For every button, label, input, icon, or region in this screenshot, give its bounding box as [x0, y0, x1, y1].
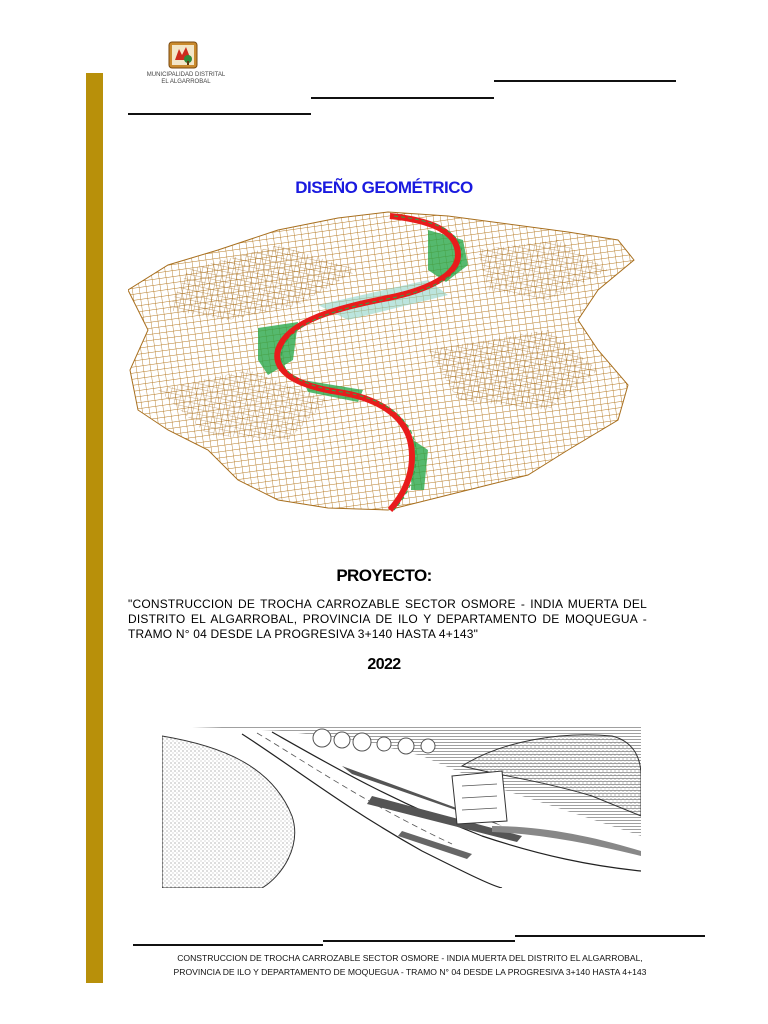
project-heading: PROYECTO:: [336, 566, 432, 585]
side-accent-bar: [86, 73, 103, 983]
footer-rule-1: [133, 944, 323, 946]
organization-name: [140, 72, 232, 86]
footer-rule-2: [323, 940, 515, 942]
footer-rule-3: [515, 935, 705, 937]
page-title: DISEÑO GEOMÉTRICO: [295, 178, 473, 197]
municipal-crest-icon: [168, 40, 198, 70]
road-construction-sketch-image: [162, 726, 641, 888]
footer-line-2: PROVINCIA DE ILO Y DEPARTAMENTO DE MOQUEGUA - TRAMO N° 04 DESDE LA PROGRESIVA 3+140 HASTA 4+143: [173, 967, 647, 977]
project-year: 2022: [367, 656, 401, 673]
org-name-line1: MUNICIPALIDAD DISTRITAL: [146, 72, 226, 78]
header-rule-3: [494, 80, 676, 82]
terrain-3d-model-image: [128, 210, 636, 515]
org-name-line2: EL ALGARROBAL: [161, 79, 211, 85]
page-footer: [150, 951, 670, 979]
header-rule-1: [128, 113, 311, 115]
project-description: "CONSTRUCCION DE TROCHA CARROZABLE SECTOR OSMORE - INDIA MUERTA DEL DISTRITO EL ALGARROBAL, PROVINCIA DE ILO Y DEPARTAMENTO DE MOQUEGUA - TRAMO N° 04 DESDE LA PROGRESIVA 3+140 HASTA 4+143": [128, 597, 647, 641]
footer-line-1: CONSTRUCCION DE TROCHA CARROZABLE SECTOR OSMORE - INDIA MUERTA DEL DISTRITO EL ALGARROBAL,: [177, 953, 643, 963]
header-rule-2: [311, 97, 494, 99]
